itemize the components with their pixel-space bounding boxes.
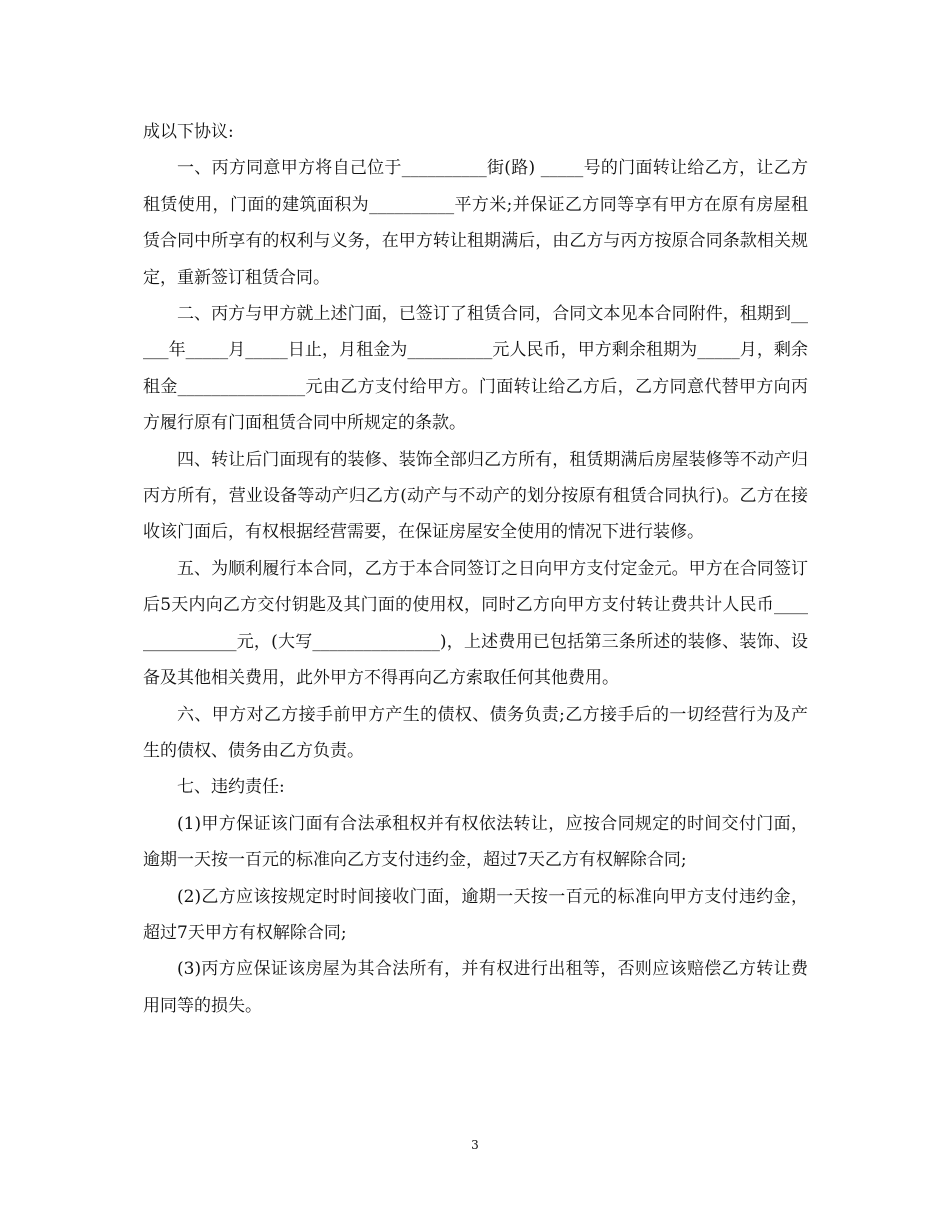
document-body [143,114,808,1024]
clause-4-paragraph: 四、转让后门面现有的装修、装饰全部归乙方所有，租赁期满后房屋装修等不动产归丙方所有，营业设备等动产归乙方(动产与不动产的划分按原有租赁合同执行)。乙方在接收该门面后，有权根据经营需要，在保证房屋安全使用的情况下进行装修。 [143,449,808,543]
clause-6-paragraph: 六、甲方对乙方接手前甲方产生的债权、债务负责;乙方接手后的一切经营行为及产生的债权、债务由乙方负责。 [143,704,808,761]
clause-5-paragraph: 五、为顺利履行本合同，乙方于本合同签订之日向甲方支付定金元。甲方在合同签订后5天内向乙方交付钥匙及其门面的使用权，同时乙方向甲方支付转让费共计人民币_______________元，(大写_______________)，上述费用已包括第三条所述的装修、装饰、设备及其他相关费用，此外甲方不得再向乙方索取任何其他费用。 [143,558,808,689]
page-number: 3 [471,1138,479,1152]
clause-1-paragraph: 一、丙方同意甲方将自己位于__________街(路) _____号的门面转让给乙方，让乙方租赁使用，门面的建筑面积为__________平方米;并保证乙方同等享有甲方在原有房屋租赁合同中所享有的权利与义务，在甲方转让租期满后，由乙方与丙方按原合同条款相关规定，重新签订租赁合同。 [143,158,808,288]
intro-paragraph: 成以下协议: [143,122,234,142]
clause-7-heading: 七、违约责任: [177,777,285,798]
clause-2-paragraph: 二、丙方与甲方就上述门面，已签订了租赁合同，合同文本见本合同附件，租期到_____年_____月_____日止，月租金为__________元人民币，甲方剩余租期为_____月，剩余租金_______________元由乙方支付给甲方。门面转让给乙方后，乙方同意代替甲方向丙方履行原有门面租赁合同中所规定的条款。 [143,304,808,434]
clause-7-item-2: (2)乙方应该按规定时时间接收门面，逾期一天按一百元的标准向甲方支付违约金，超过7天甲方有权解除合同; [143,886,808,943]
clause-7-item-1: (1)甲方保证该门面有合法承租权并有权依法转让，应按合同规定的时间交付门面，逾期一天按一百元的标准向乙方支付违约金，超过7天乙方有权解除合同; [143,813,808,871]
clause-7-item-3: (3)丙方应保证该房屋为其合法所有，并有权进行出租等，否则应该赔偿乙方转让费用同等的损失。 [143,959,808,1016]
